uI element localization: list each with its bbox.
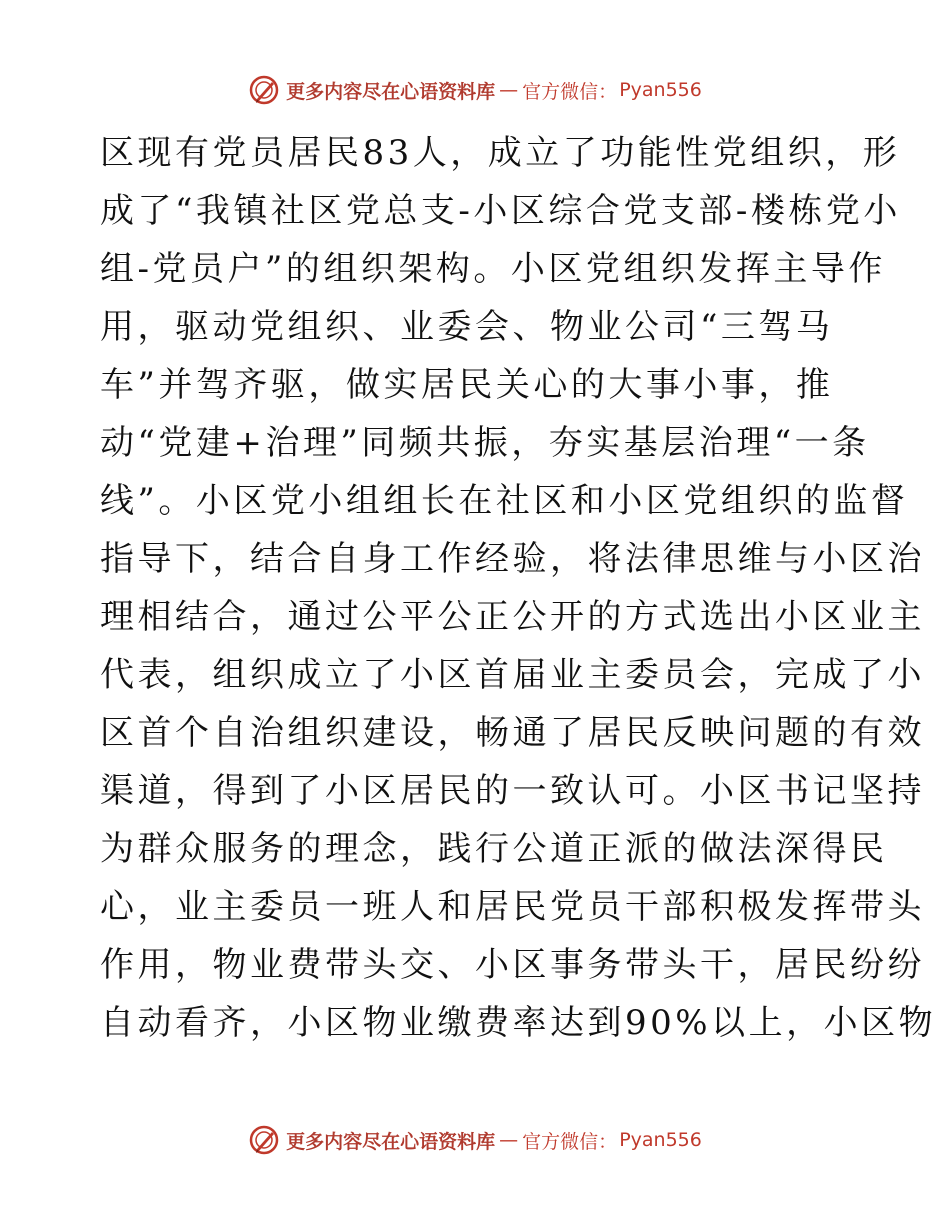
- body-line: 作用，物业费带头交、小区事务带头干，居民纷纷: [100, 945, 925, 985]
- body-line: 动“党建+治理”同频共振，夯实基层治理“一条: [100, 423, 870, 463]
- pen-logo-icon: [248, 74, 280, 106]
- body-line: 渠道，得到了小区居民的一致认可。小区书记坚持: [100, 771, 925, 811]
- body-line: 线”。小区党小组组长在社区和小区党组织的监督: [100, 481, 909, 521]
- body-line: 用，驱动党组织、业委会、物业公司“三驾马: [100, 307, 834, 347]
- banner-wechat-label: 官方微信：: [522, 80, 618, 103]
- banner-dash: —: [499, 1129, 519, 1151]
- body-line: 理相结合，通过公平公正公开的方式选出小区业主: [100, 597, 925, 637]
- header-banner: [0, 70, 950, 110]
- body-line: 为群众服务的理念，践行公道正派的做法深得民: [100, 829, 888, 869]
- banner-dash: —: [499, 79, 519, 101]
- banner-wechat-label: 官方微信：: [522, 1130, 618, 1153]
- banner-wechat-id: Pyan556: [619, 1129, 702, 1151]
- body-line: 车”并驾齐驱，做实居民关心的大事小事，推: [100, 365, 834, 405]
- body-line: 区现有党员居民83人，成立了功能性党组织，形: [100, 133, 901, 173]
- footer-banner: [0, 1120, 950, 1160]
- body-line: 指导下，结合自身工作经验，将法律思维与小区治: [100, 539, 925, 579]
- body-line: 组-党员户”的组织架构。小区党组织发挥主导作: [100, 249, 886, 289]
- banner-main-text: 更多内容尽在心语资料库: [286, 80, 496, 103]
- document-body: [100, 124, 937, 1052]
- header-banner-text: [286, 77, 702, 104]
- body-line: 心，业主委员一班人和居民党员干部积极发挥带头: [100, 887, 925, 927]
- body-line: 自动看齐，小区物业缴费率达到90%以上，小区物: [100, 1003, 937, 1043]
- pen-logo-icon: [248, 1124, 280, 1156]
- banner-main-text: 更多内容尽在心语资料库: [286, 1130, 496, 1153]
- body-line: 成了“我镇社区党总支-小区综合党支部-楼栋党小: [100, 191, 901, 231]
- footer-banner-text: [286, 1127, 702, 1154]
- body-line: 区首个自治组织建设，畅通了居民反映问题的有效: [100, 713, 925, 753]
- body-line: 代表，组织成立了小区首届业主委员会，完成了小: [100, 655, 925, 695]
- banner-wechat-id: Pyan556: [619, 79, 702, 101]
